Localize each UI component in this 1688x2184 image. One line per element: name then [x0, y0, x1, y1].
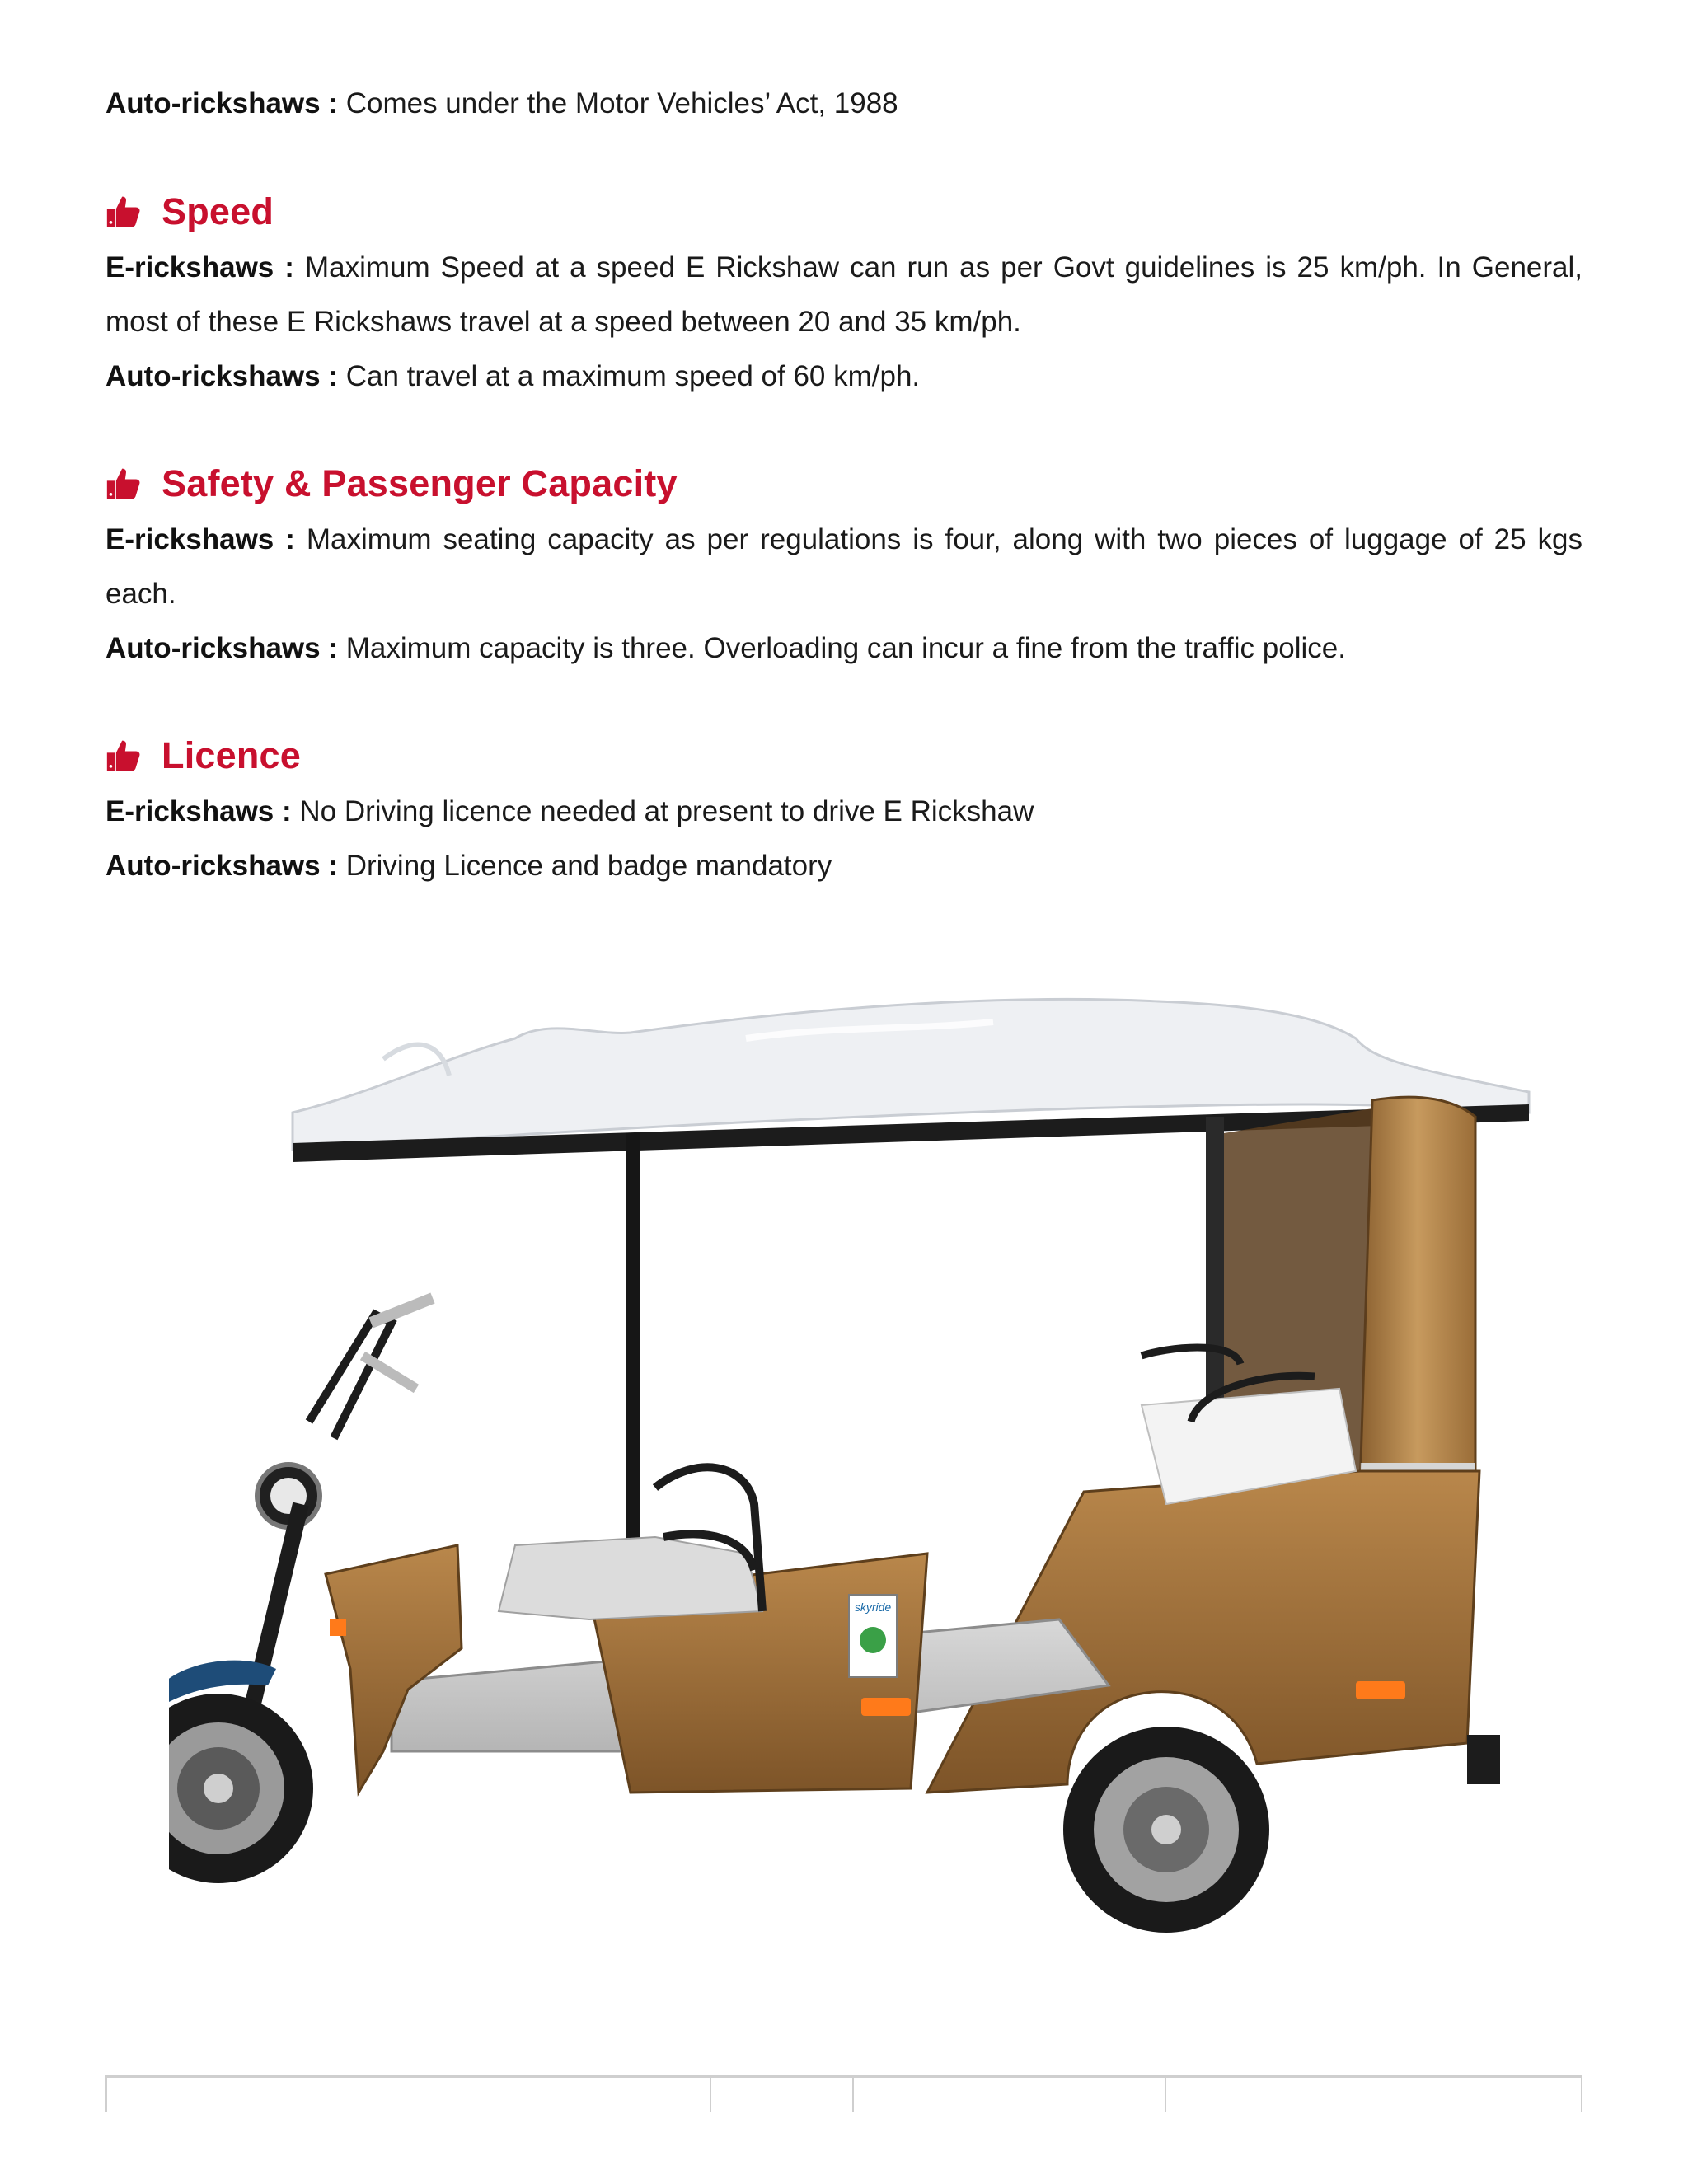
thumbs-up-icon: [106, 466, 142, 502]
paragraph: [106, 349, 1582, 404]
e-rickshaw-illustration: [169, 960, 1554, 1978]
row-text: Maximum Speed at a speed E Rickshaw can run as per Govt guidelines is 25 km/ph. In General, most of these E Rickshaws travel at a speed between 20 and 35 km/ph.: [106, 251, 1582, 338]
section-title: Licence: [162, 734, 301, 776]
row-label: E-rickshaws :: [106, 795, 292, 827]
paragraph: [106, 839, 1582, 893]
row-label: Auto-rickshaws :: [106, 850, 338, 882]
section-heading: [106, 727, 1582, 785]
table-column-divider: [1581, 2078, 1582, 2112]
section-speed: [106, 183, 1582, 404]
thumbs-up-icon: [106, 738, 142, 774]
intro-text: Comes under the Motor Vehicles’ Act, 1988: [338, 87, 898, 120]
paragraph: [106, 513, 1582, 621]
paragraph: [106, 621, 1582, 676]
row-text: Driving Licence and badge mandatory: [338, 850, 832, 882]
paragraph: [106, 785, 1582, 839]
rear-wheel: [1063, 1727, 1269, 1933]
row-text: Maximum capacity is three. Overloading can incur a fine from the traffic police.: [338, 632, 1346, 664]
thumbs-up-icon: [106, 194, 142, 230]
row-text: No Driving licence needed at present to drive E Rickshaw: [291, 795, 1034, 827]
row-label: E-rickshaws :: [106, 523, 295, 555]
table-header-border: [106, 2075, 1582, 2111]
row-label: E-rickshaws :: [106, 251, 294, 284]
section-title: Speed: [162, 190, 274, 232]
section-title: Safety & Passenger Capacity: [162, 462, 678, 504]
front-cowl: [326, 1545, 462, 1793]
table-column-divider: [710, 2078, 711, 2112]
e-rickshaw-image: [169, 960, 1554, 1978]
row-label: Auto-rickshaws :: [106, 360, 338, 392]
row-text: Maximum seating capacity as per regulations is four, along with two pieces of luggage of 25 kgs each.: [106, 523, 1582, 610]
front-wheel: [169, 1694, 313, 1883]
row-label: Auto-rickshaws :: [106, 632, 338, 664]
rear-body-tower: [1360, 1097, 1475, 1493]
section-heading: [106, 455, 1582, 513]
intro-label: Auto-rickshaws :: [106, 87, 338, 120]
paragraph: [106, 241, 1582, 349]
table-column-divider: [106, 2078, 107, 2112]
intro-paragraph: [106, 77, 1582, 131]
section-safety: [106, 455, 1582, 676]
table-column-divider: [1165, 2078, 1166, 2112]
section-heading: [106, 183, 1582, 241]
badge-brand: skyride: [854, 1601, 892, 1614]
section-licence: [106, 727, 1582, 893]
row-text: Can travel at a maximum speed of 60 km/ph.: [338, 360, 921, 392]
table-column-divider: [852, 2078, 854, 2112]
